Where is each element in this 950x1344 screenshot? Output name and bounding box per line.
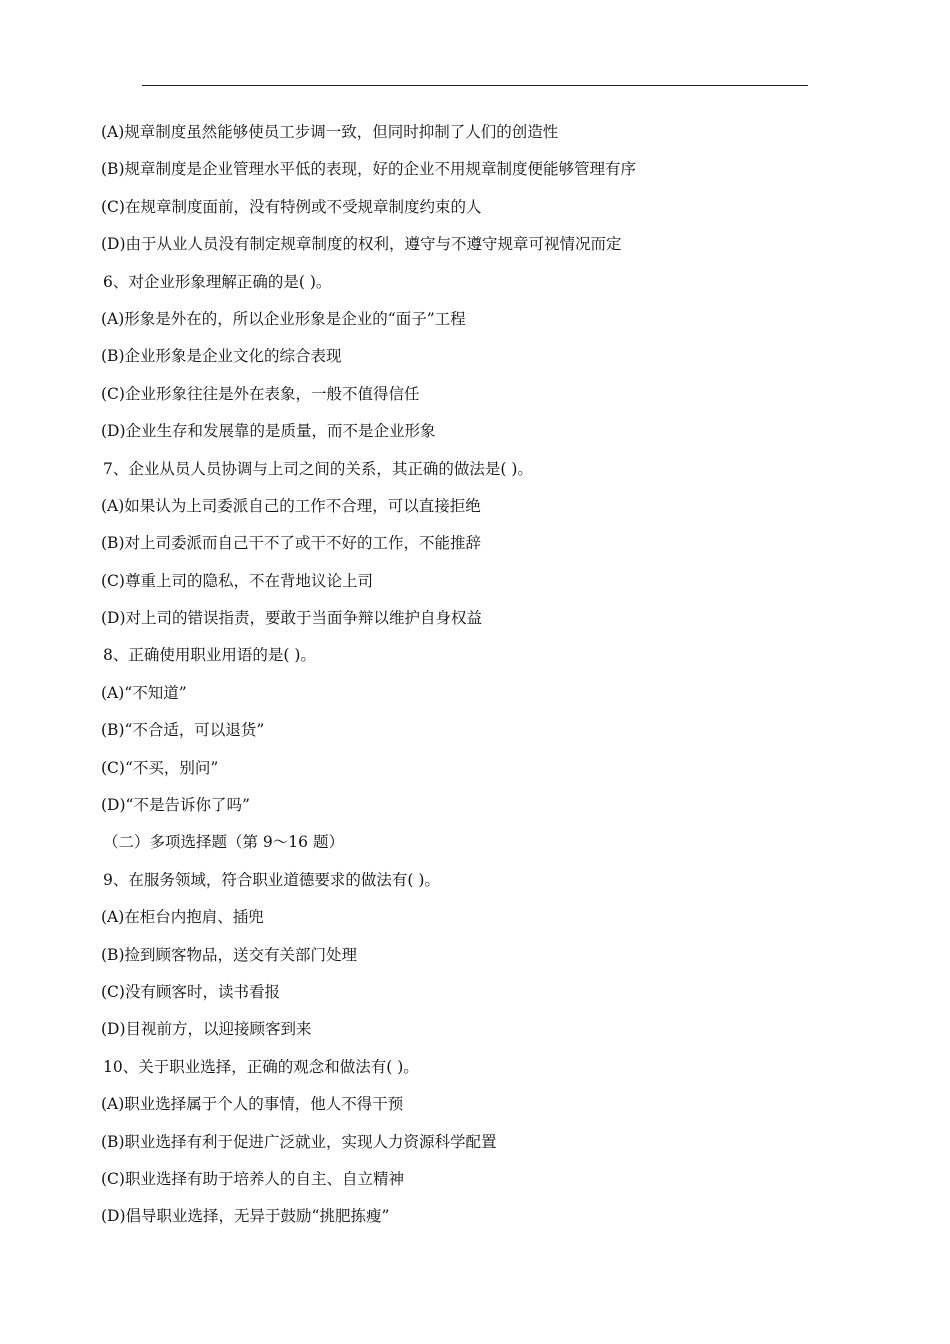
answer-option: (B)职业选择有利于促进广泛就业，实现人力资源科学配置 xyxy=(101,1132,497,1151)
answer-option: (A)如果认为上司委派自己的工作不合理，可以直接拒绝 xyxy=(101,496,481,515)
answer-option: (D)倡导职业选择，无异于鼓励“挑肥拣瘦” xyxy=(101,1207,390,1226)
answer-option: (C)“不买，别问” xyxy=(101,758,219,777)
header-rule xyxy=(142,85,808,86)
answer-option: (B)捡到顾客物品，送交有关部门处理 xyxy=(101,945,357,964)
question-text: 10、关于职业选择，正确的观念和做法有( )。 xyxy=(103,1057,419,1076)
answer-option: (D)由于从业人员没有制定规章制度的权利，遵守与不遵守规章可视情况而定 xyxy=(101,235,622,254)
answer-option: (A)形象是外在的，所以企业形象是企业的“面子”工程 xyxy=(101,309,466,328)
answer-option: (A)规章制度虽然能够使员工步调一致，但同时抑制了人们的创造性 xyxy=(101,123,559,141)
answer-option: (A)“不知道” xyxy=(101,683,187,702)
question-text: 7、企业从员人员协调与上司之间的关系，其正确的做法是( )。 xyxy=(103,459,533,478)
answer-option: (B)“不合适，可以退货” xyxy=(101,721,265,740)
question-text: 6、对企业形象理解正确的是( )。 xyxy=(103,272,332,291)
answer-option: (C)职业选择有助于培养人的自主、自立精神 xyxy=(101,1169,404,1188)
answer-option: (D)目视前方，以迎接顾客到来 xyxy=(101,1020,312,1039)
answer-option: (A)在柜台内抱肩、插兜 xyxy=(101,908,264,927)
exam-content xyxy=(103,114,823,1236)
answer-option: (B)企业形象是企业文化的综合表现 xyxy=(101,347,342,366)
answer-option: (B)规章制度是企业管理水平低的表现，好的企业不用规章制度便能够管理有序 xyxy=(101,160,636,179)
answer-option: (C)没有顾客时，读书看报 xyxy=(101,982,280,1001)
question-text: 9、在服务领域，符合职业道德要求的做法有( )。 xyxy=(103,870,440,889)
answer-option: (D)企业生存和发展靠的是质量，而不是企业形象 xyxy=(101,422,436,441)
answer-option: (B)对上司委派而自己干不了或干不好的工作，不能推辞 xyxy=(101,534,481,553)
question-text: 8、正确使用职业用语的是( )。 xyxy=(103,646,316,665)
answer-option: (D)对上司的错误指责，要敢于当面争辩以维护自身权益 xyxy=(101,609,483,628)
section-heading: （二）多项选择题（第 9～16 题） xyxy=(103,833,344,852)
answer-option: (C)企业形象往往是外在表象，一般不值得信任 xyxy=(101,384,420,403)
answer-option: (C)在规章制度面前，没有特例或不受规章制度约束的人 xyxy=(101,197,482,216)
answer-option: (D)“不是告诉你了吗” xyxy=(101,796,250,815)
answer-option: (C)尊重上司的隐私，不在背地议论上司 xyxy=(101,571,373,590)
answer-option: (A)职业选择属于个人的事情，他人不得干预 xyxy=(101,1095,404,1114)
